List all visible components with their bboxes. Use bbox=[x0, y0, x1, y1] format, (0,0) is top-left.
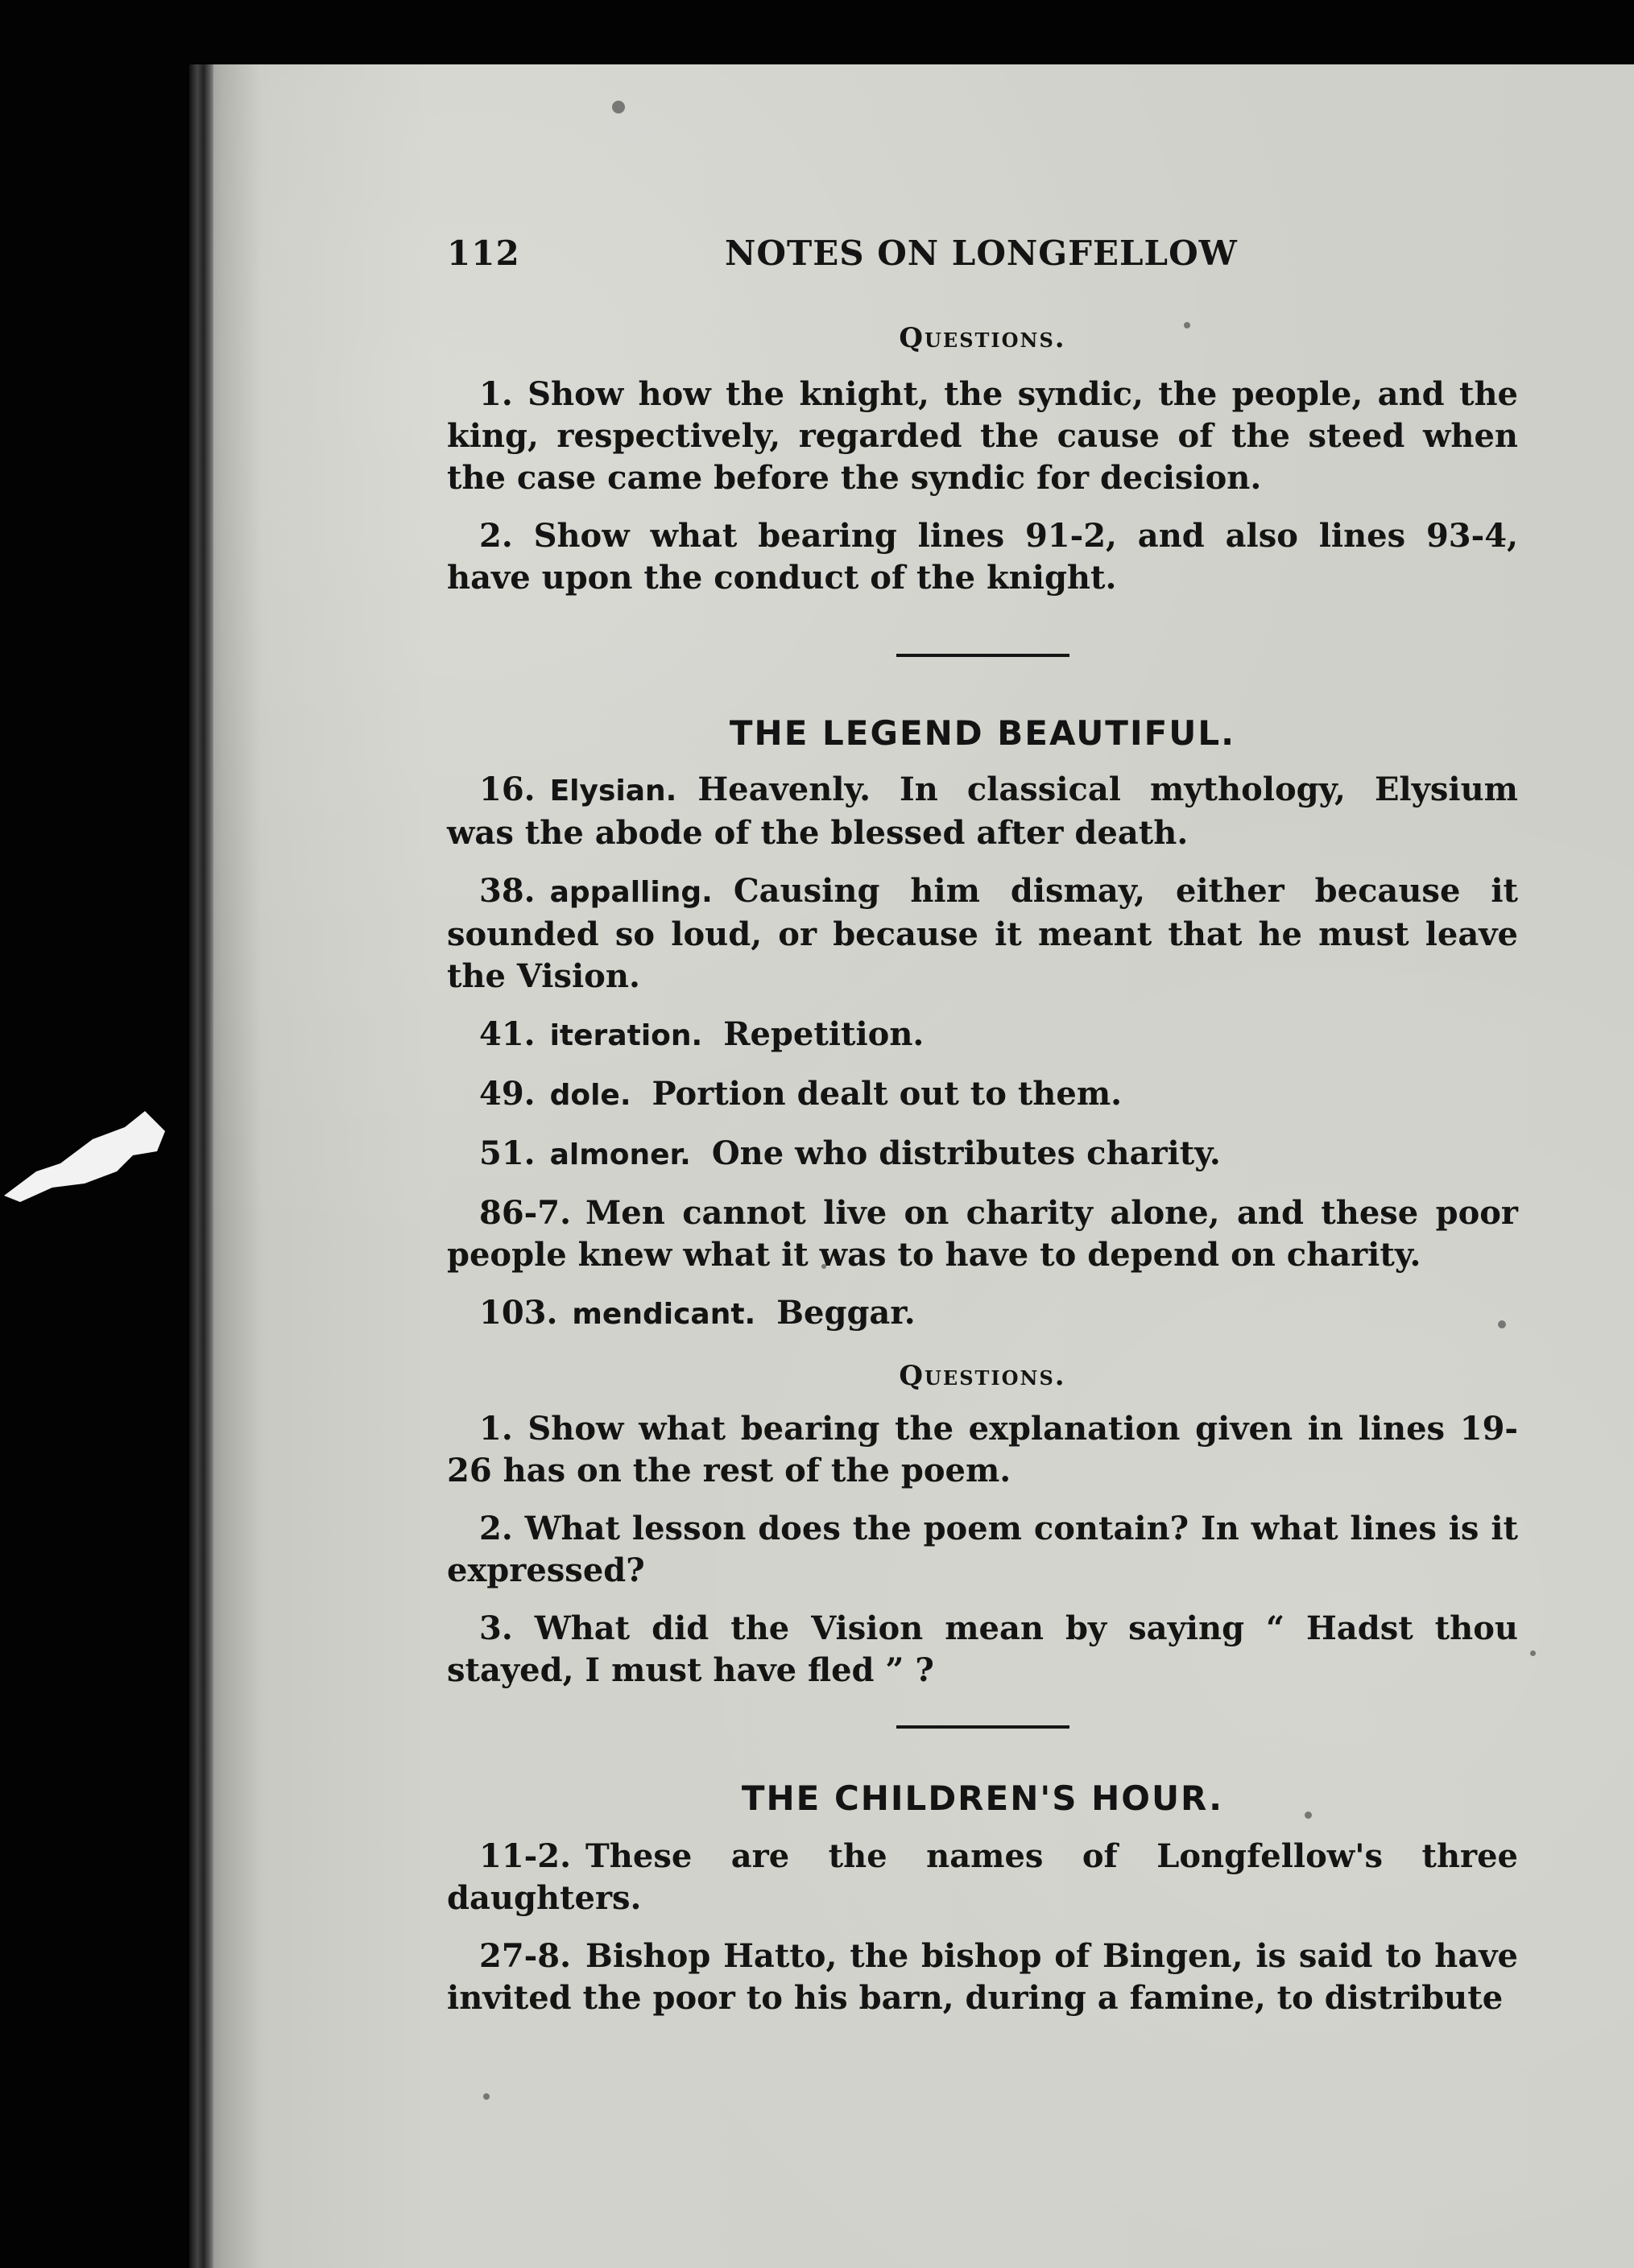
note-term: appalling. bbox=[549, 876, 713, 909]
note-item bbox=[447, 1014, 1518, 1057]
note-term: Elysian. bbox=[549, 775, 677, 808]
note-term: mendicant. bbox=[572, 1298, 756, 1331]
note-text: These are the names of Longfellow's three daughters. bbox=[447, 1837, 1518, 1917]
note-item bbox=[447, 1292, 1518, 1336]
note-ref: 49. bbox=[479, 1075, 536, 1113]
section-title-children: THE CHILDREN'S HOUR. bbox=[741, 1778, 1224, 1818]
note-text: Portion dealt out to them. bbox=[652, 1075, 1123, 1113]
note-term: dole. bbox=[549, 1079, 631, 1112]
note-ref: 41. bbox=[479, 1015, 536, 1053]
note-ref: 86-7. bbox=[479, 1194, 572, 1232]
questions-label: Questions. bbox=[899, 1360, 1066, 1392]
note-item bbox=[447, 1836, 1518, 1919]
questions-label: Questions. bbox=[899, 322, 1066, 354]
note-term: almoner. bbox=[549, 1138, 691, 1171]
note-text: Bishop Hatto, the bishop of Bingen, is said to have invited the poor to his barn, during a famine, to distribute bbox=[447, 1937, 1518, 2017]
question-item: 2. Show what bearing lines 91-2, and also lines 93-4, have upon the conduct of the knight. bbox=[447, 517, 1518, 597]
note-ref: 16. bbox=[479, 770, 536, 808]
note-item bbox=[447, 1192, 1518, 1276]
question-item: 2. What lesson does the poem contain? In what lines is it expressed? bbox=[447, 1510, 1518, 1589]
question-item: 1. Show how the knight, the syndic, the people, and the king, respectively, regarded the cause of the steed when the case came before the syndic for decision. bbox=[447, 375, 1518, 497]
note-text: Heavenly. In classical mythology, Elysium was the abode of the blessed after death. bbox=[447, 770, 1518, 852]
question-item: 3. What did the Vision mean by saying “ Hadst thou stayed, I must have fled ” ? bbox=[447, 1609, 1518, 1689]
question-item: 1. Show what bearing the explanation given in lines 19-26 has on the rest of the poem. bbox=[447, 1410, 1518, 1489]
torn-paper-fragment bbox=[4, 1107, 165, 1204]
note-ref: 27-8. bbox=[479, 1937, 572, 1975]
page-content bbox=[447, 225, 1518, 2019]
note-item bbox=[447, 1073, 1518, 1117]
note-ref: 103. bbox=[479, 1294, 558, 1332]
note-item bbox=[447, 1935, 1518, 2019]
section-title-legend: THE LEGEND BEAUTIFUL. bbox=[729, 713, 1236, 753]
note-text: Men cannot live on charity alone, and these poor people knew what it was to have to depend on charity. bbox=[447, 1194, 1518, 1274]
running-header bbox=[447, 225, 1518, 282]
note-item bbox=[447, 769, 1518, 854]
note-ref: 51. bbox=[479, 1134, 536, 1172]
note-item bbox=[447, 1133, 1518, 1176]
note-item bbox=[447, 870, 1518, 998]
note-ref: 11-2. bbox=[479, 1837, 572, 1875]
note-ref: 38. bbox=[479, 872, 536, 910]
page-number: 112 bbox=[447, 233, 520, 273]
note-term: iteration. bbox=[549, 1019, 703, 1052]
note-text: Causing him dismay, either because it sounded so loud, or because it meant that he must leave the Vision. bbox=[447, 872, 1518, 995]
running-title: NOTES ON LONGFELLOW bbox=[725, 233, 1238, 273]
note-text: Beggar. bbox=[776, 1294, 916, 1332]
note-text: One who distributes charity. bbox=[711, 1134, 1221, 1172]
note-text: Repetition. bbox=[723, 1015, 925, 1053]
book-spine bbox=[189, 64, 213, 2268]
